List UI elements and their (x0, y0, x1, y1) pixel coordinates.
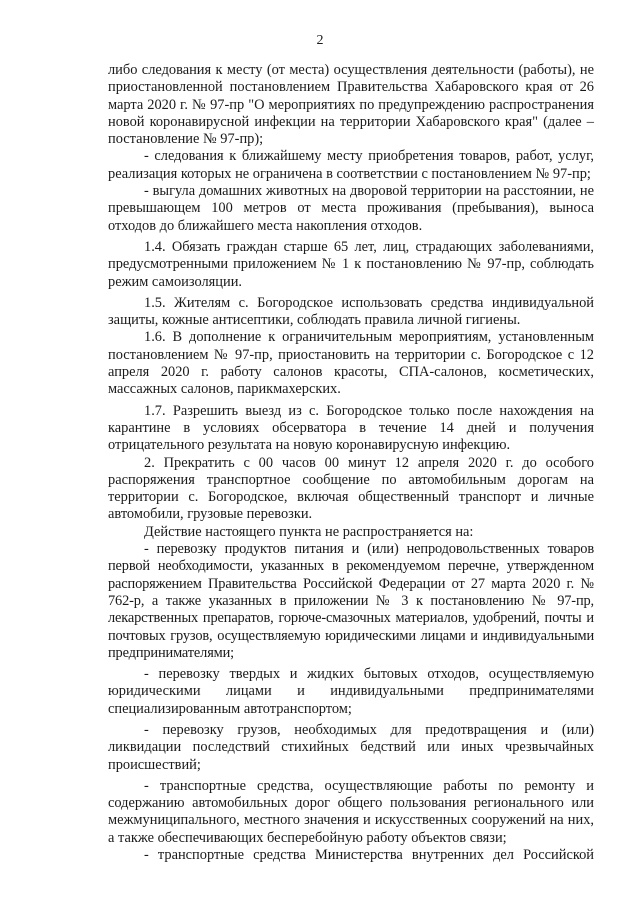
paragraph-1-6: 1.6. В дополнение к ограничительным мероприятиям, установленным постановлением № 97-пр, приостановить на территории с. Богородское с 12 апреля 2020 г. работу салонов красоты, СПА-салонов, косметических, массажных салонов, парикмахерских. (108, 329, 594, 398)
document-body (108, 62, 594, 864)
paragraph-exceptions-intro: Действие настоящего пункта не распространяется на: (144, 523, 474, 540)
paragraph-1-7: 1.7. Разрешить выезд из с. Богородское только после нахождения на карантине в условиях обсерватора в течение 14 дней и получения отрицательного результата на новую коронавирусную инфекцию. (108, 402, 594, 454)
paragraph-shopping-exception: - следования к ближайшему месту приобретения товаров, работ, услуг, реализация которых не ограничена в соответствии с постановлением № 97-пр; (108, 148, 594, 182)
paragraph-road-maintenance-exception: - транспортные средства, осуществляющие работы по ремонту и содержанию автомобильных дорог общего пользования регионального или межмуниципального, местного значения и искусственных сооружений на них, а также обеспечивающих бесперебойную работу объектов связи; (108, 777, 594, 846)
paragraph-waste-transport-exception: - перевозку твердых и жидких бытовых отходов, осуществляемую юридическими лицами и индивидуальными предпринимателями специализированным автотранспортом; (108, 666, 594, 717)
page-number: 2 (316, 33, 324, 48)
paragraph-emergency-cargo-exception: - перевозку грузов, необходимых для предотвращения и (или) ликвидации последствий стихийных бедствий или иных чрезвычайных происшествий; (108, 721, 594, 773)
paragraph-food-transport-exception: - перевозку продуктов питания и (или) непродовольственных товаров первой необходимости, указанных в рекомендуемом перечне, утвержденном распоряжением Правительства Российской Федерации от 27 марта 2020 г. № 762-р, а также указанных в приложении № 3 к постановлению № 97-пр, лекарственных препаратов, горюче-смазочных материалов, удобрений, почты и почтовых грузов, осуществляемую юридическими лицами и индивидуальными предпринимателями; (108, 541, 594, 661)
paragraph-1-4: 1.4. Обязать граждан старше 65 лет, лиц, страдающих заболеваниями, предусмотренными приложением № 1 к постановлению № 97-пр, соблюдать режим самоизоляции. (108, 238, 594, 290)
paragraph-2: 2. Прекратить с 00 часов 00 минут 12 апреля 2020 г. до особого распоряжения транспортное сообщение по автомобильным дорогам на территории с. Богородское, включая общественный транспорт и личные автомобили, грузовые перевозки. (108, 454, 594, 523)
paragraph-interior-ministry-exception: - транспортные средства Министерства внутренних дел Российской (144, 847, 594, 864)
paragraph-pet-walking-exception: - выгула домашних животных на дворовой территории на расстоянии, не превышающем 100 метров от места проживания (пребывания), выноса отходов до ближайшего места накопления отходов. (108, 183, 594, 234)
paragraph-1-5: 1.5. Жителям с. Богородское использовать средства индивидуальной защиты, кожные антисептики, соблюдать правила личной гигиены. (108, 294, 594, 329)
paragraph-continuation: либо следования к месту (от места) осуществления деятельности (работы), не приостановленной постановлением Правительства Хабаровского края от 26 марта 2020 г. № 97-пр "О мероприятиях по предупреждению распространения новой коронавирусной инфекции на территории Хабаровского края" (далее – постановление № 97-пр); (108, 62, 594, 148)
